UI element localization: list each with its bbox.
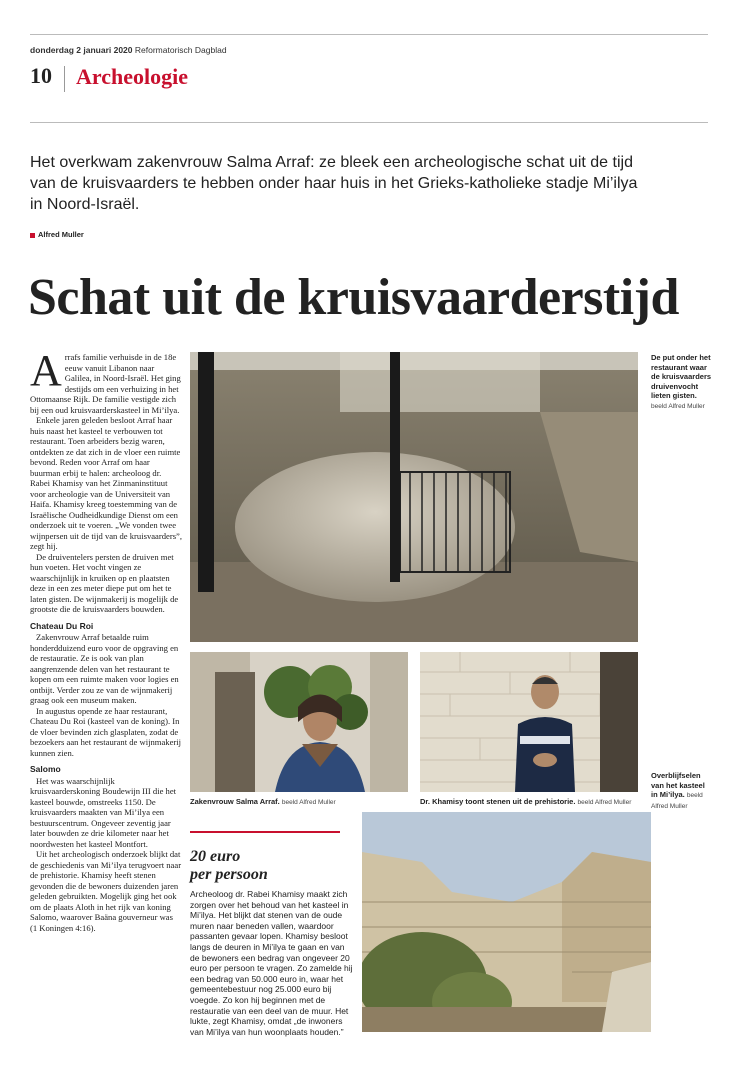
paragraph: rrafs familie verhuisde in de 18e eeuw vanuit Libanon naar Galilea, in Noord-Israël. Het ging destijds om een verhuizing in het Ottomaanse Rijk. De familie vestigde zich bij een oud kruisvaarderskasteel in Mi’ilya.	[30, 352, 181, 415]
date: donderdag 2 januari 2020	[30, 45, 133, 55]
header-rule	[30, 122, 708, 123]
box-title-line: per persoon	[190, 866, 268, 883]
paragraph: Zakenvrouw Arraf betaalde ruim honderdduizend euro voor de opgraving en de restauratie. Ze is ook van plan aangrenzende delen van het restaurant te kopen om een ruimte maken voor logies en ontbijt. Verder zou ze van de wijnmakerij graag ook een museum maken.	[30, 632, 179, 705]
caption-text: Dr. Khamisy toont stenen uit de prehistorie.	[420, 797, 576, 806]
paragraph: Enkele jaren geleden besloot Arraf haar huis naast het kasteel te verbouwen tot restaurant. Toen arbeiders bezig waren, ontdekten ze dat zich in de vloer een ruimte bevond. Reden voor Arraf om haar buurman erbij te halen: archeoloog dr. Rabei Khamisy van het Zinmaninstituut voor archeologie van de Universiteit van Haifa. Khamisy kreeg toestemming van de Israëlische Oudheidkundige Dienst om een onderzoek uit te voeren. „We vonden twee wijnpersen uit de tijd van de kruisvaarders”, zegt hij.	[30, 415, 183, 551]
byline-author: Alfred Muller	[38, 230, 84, 239]
paragraph: Uit het archeologisch onderzoek blijkt dat de geschiedenis van Mi’ilya terugvoert naar de prehistorie. Khamisy heeft stenen gevonden die de bewoners duizenden jaren geleden gebruikten. Mogelijk ging het ook om de plaats Aloth in het rijk van koning Salomo, waarover Baäna gouverneur was (1 Koningen 4:16).	[30, 849, 182, 933]
section-title: Archeologie	[76, 64, 189, 89]
subheading: Salomo	[30, 764, 61, 774]
photo-castle-ruins	[362, 812, 651, 1032]
box-accent-line	[190, 831, 340, 833]
article-body	[30, 346, 183, 933]
caption-credit: beeld Alfred Muller	[577, 799, 632, 806]
caption-credit: beeld Alfred Muller	[651, 402, 705, 410]
photo-salma-arraf	[190, 652, 408, 792]
subheading: Chateau Du Roi	[30, 620, 94, 631]
byline	[30, 230, 84, 239]
caption-text: Overblijfselen van het kasteel in Mi’ilya.	[651, 771, 705, 799]
intro-text: Het overkwam zakenvrouw Salma Arraf: ze bleek een archeologische schat uit de tijd van de kruisvaarders te hebben onder haar huis in het Grieks-katholieke stadje Mi’ilya in Noord-Israël.	[30, 154, 638, 213]
paragraph: De druiventelers persten de druiven met hun voeten. Het vocht vingen ze waarschijnlijk in kruiken op en plaatsten deze in een zes meter diepe put om het te laten gisten. De wijnmakerij is mogelijk de grootste die de kruisvaarders bouwden.	[30, 551, 179, 614]
page-separator	[64, 66, 65, 92]
page-number: 10	[30, 63, 52, 88]
paragraph: In augustus opende ze haar restaurant, Chateau Du Roi (kasteel van de koning). In de vloer bevinden zich glasplaten, zodat de bezoekers aan het restaurant de wijnmakerij kunnen zien.	[30, 705, 182, 758]
newspaper-name: Reformatorisch Dagblad	[134, 45, 227, 55]
caption-castle	[651, 771, 713, 811]
caption-well	[651, 353, 713, 411]
box-title	[190, 848, 268, 884]
caption-text: De put onder het restaurant waar de kruisvaarders druivenvocht lieten gisten.	[651, 353, 712, 400]
dateline	[30, 45, 227, 55]
box-text: Archeoloog dr. Rabei Khamisy maakt zich zorgen over het behoud van het kasteel in Mi’ilya. Het blijkt dat stenen van de oude muren naar beneden vallen, waardoor passanten gevaar lopen. Khamisy besloot langs de deuren in Mi’ilya te gaan en van de bewoners een bedrag van ongeveer 20 euro per persoon te vragen. Zo zamelde hij een bedrag van 50.000 euro in, waar het gemeentebestuur nog 25.000 euro bij voegde. Zo kon hij beginnen met de restauratie van een deel van de muur. Het lukte, zegt Khamisy, omdat „de inwoners van Mi’ilya van hun woonplaats houden.”	[190, 889, 353, 1037]
caption-text: Zakenvrouw Salma Arraf.	[190, 797, 280, 806]
caption-credit: beeld Alfred Muller	[281, 799, 336, 806]
caption-khamisy	[420, 797, 650, 808]
paragraph: Het was waarschijnlijk kruisvaarderskoning Boudewijn III die het kasteel bouwde, omstreeks 1150. De kruisvaarders maakten van Mi’ilya een bestuurscentrum. Ongeveer zeventig jaar later bouwden ze drie kilometer naar het noordwesten het kasteel Montfort.	[30, 775, 177, 849]
byline-marker	[30, 233, 35, 238]
photo-khamisy	[420, 652, 638, 792]
top-rule	[30, 34, 708, 35]
caption-arraf	[190, 797, 408, 808]
photo-wine-well	[190, 352, 638, 642]
dropcap: A	[30, 346, 62, 395]
box-title-line: 20 euro	[190, 848, 241, 865]
caption-credit: beeld Alfred Muller	[651, 792, 703, 810]
headline: Schat uit de kruisvaarderstijd	[28, 269, 679, 326]
